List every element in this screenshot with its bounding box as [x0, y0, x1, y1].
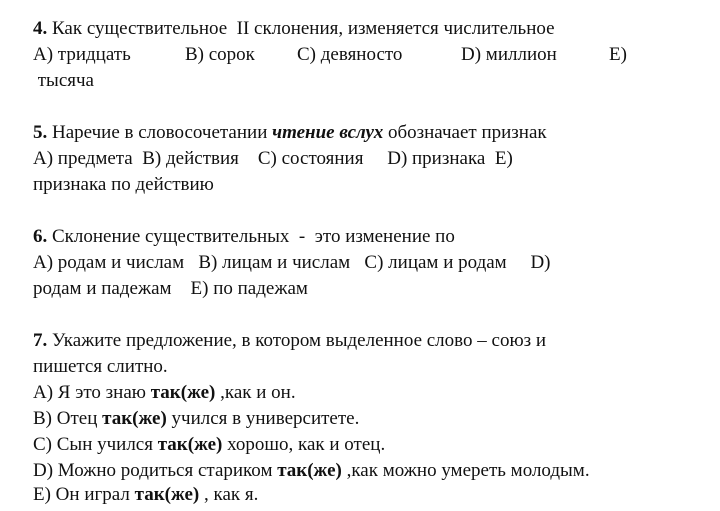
- option-text: учился в университете.: [166, 408, 360, 429]
- question-4-stem: Как существительное II склонения, изменяется числительное: [52, 18, 555, 39]
- question-7-option-b: [33, 408, 359, 430]
- option-highlighted-word: так(же): [277, 460, 342, 481]
- question-7-number: 7.: [33, 330, 48, 351]
- question-4-options-line: [33, 44, 683, 66]
- option-text: B) Отец: [33, 408, 103, 429]
- option-text: ,как и он.: [215, 382, 296, 403]
- question-4-option-e-wrap: тысяча: [33, 70, 94, 91]
- option-text: ,как можно умереть молодым.: [341, 460, 590, 481]
- question-5-options-wrap: признака по действию: [33, 174, 214, 195]
- option-highlighted-word: так(же): [102, 408, 167, 429]
- question-6-stem: Склонение существительных - это изменение по: [52, 226, 455, 247]
- question-4-option-a: A) тридцать: [33, 44, 131, 65]
- question-4-option-e: E): [609, 44, 627, 65]
- option-text: C) Сын учился: [33, 434, 158, 455]
- option-text: A) Я это знаю: [33, 382, 151, 403]
- question-7-option-e: [33, 484, 258, 506]
- option-text: хорошо, как и отец.: [222, 434, 386, 455]
- question-6-number: 6.: [33, 226, 48, 247]
- question-4-option-b: B) сорок: [185, 44, 255, 65]
- question-6-options-line: A) родам и числам B) лицам и числам C) лицам и родам D): [33, 252, 551, 273]
- question-5-number: 5.: [33, 122, 48, 143]
- option-text: , как я.: [199, 484, 259, 505]
- option-highlighted-word: так(же): [150, 382, 216, 403]
- option-text: D) Можно родиться стариком: [33, 460, 278, 481]
- question-4-stem-line: [33, 18, 555, 40]
- question-5-stem-line: [33, 122, 547, 144]
- question-4-option-d: D) миллион: [461, 44, 557, 65]
- question-6-options-wrap: родам и падежам E) по падежам: [33, 278, 308, 299]
- question-5-stem-emphasis: чтение вслух: [272, 122, 384, 143]
- question-7-option-d: [33, 460, 590, 482]
- question-7-option-a: [33, 382, 296, 404]
- option-text: E) Он играл: [33, 484, 135, 505]
- question-5-stem-before: Наречие в словосочетании: [52, 122, 273, 143]
- question-7-stem-wrap: пишется слитно.: [33, 356, 168, 377]
- question-7-stem-line: [33, 330, 546, 352]
- question-5-options-line: A) предмета B) действия C) состояния D) признака E): [33, 148, 513, 169]
- option-highlighted-word: так(же): [157, 434, 223, 455]
- question-4-number: 4.: [33, 18, 48, 39]
- question-7-stem: Укажите предложение, в котором выделенное слово – союз и: [52, 330, 547, 351]
- option-highlighted-word: так(же): [134, 484, 200, 505]
- question-6-stem-line: [33, 226, 455, 248]
- question-5-stem-after: обозначает признак: [383, 122, 547, 143]
- question-7-option-c: [33, 434, 385, 456]
- question-4-option-c: C) девяносто: [297, 44, 403, 65]
